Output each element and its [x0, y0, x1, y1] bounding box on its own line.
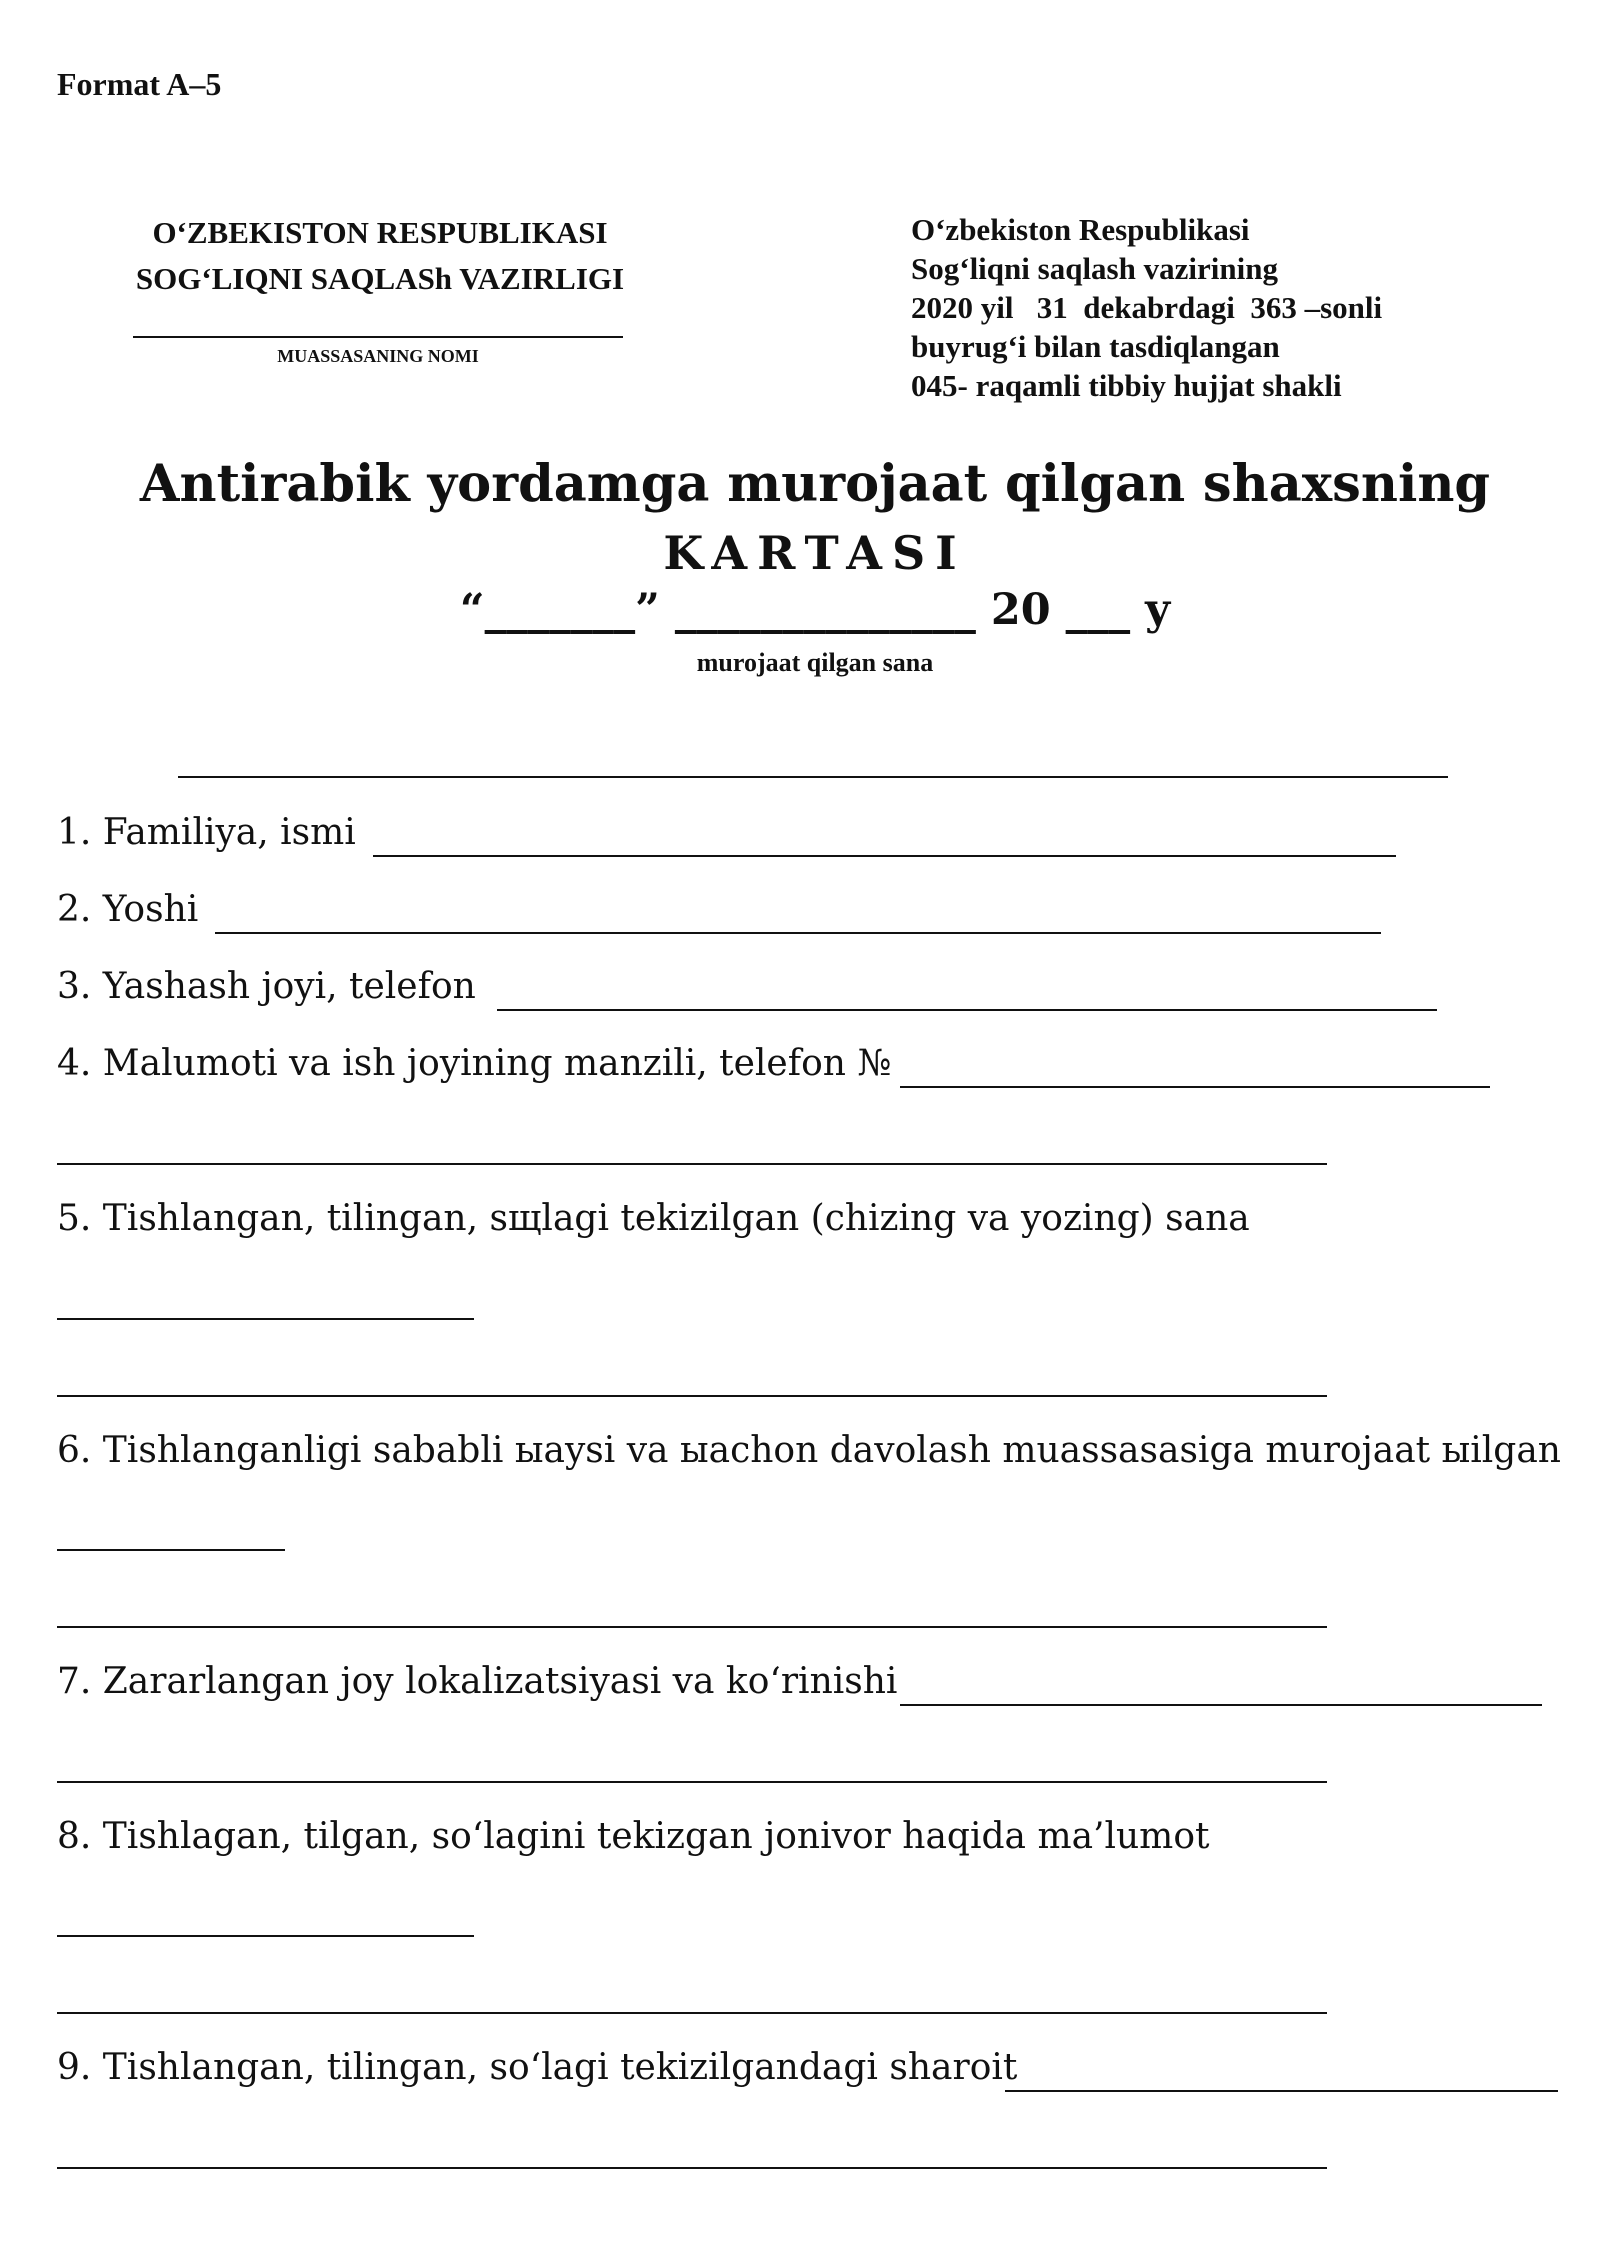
- field-label-address: 3. Yashash joyi, telefon: [57, 966, 476, 1007]
- field-input-wound-location[interactable]: [900, 1704, 1542, 1706]
- approval-line: 2020 yil 31 dekabrdagi 363 –sonli: [911, 290, 1383, 325]
- field-label-bite-date: 5. Tishlangan, tilingan, sщlagi tekizilgan (chizing va yozing) sana: [57, 1198, 1250, 1239]
- field-input-animal-info-continued[interactable]: [57, 2012, 1327, 2014]
- field-label-animal-info: 8. Tishlagan, tilgan, so‘lagini tekizgan jonivor haqida ma’lumot: [57, 1816, 1210, 1857]
- top-rule: [178, 776, 1448, 778]
- field-input-bite-date[interactable]: [57, 1318, 474, 1320]
- card-title: KARTASI: [663, 526, 967, 580]
- approval-line: buyrug‘i bilan tasdiqlangan: [911, 329, 1280, 364]
- approval-line: O‘zbekiston Respublikasi: [911, 212, 1250, 247]
- institution-caption: MUASSASANING NOMI: [277, 346, 479, 366]
- ministry-line-1: O‘ZBEKISTON RESPUBLIKASI: [152, 215, 608, 250]
- approval-line: Sog‘liqni saqlash vazirining: [911, 251, 1278, 286]
- field-label-surname: 1. Familiya, ismi: [57, 812, 356, 853]
- ministry-name: [100, 210, 660, 302]
- field-input-surname[interactable]: [373, 855, 1396, 857]
- field-input-treatment-facility[interactable]: [57, 1549, 285, 1551]
- field-input-address[interactable]: [497, 1009, 1437, 1011]
- field-input-animal-info[interactable]: [57, 1935, 474, 1937]
- document-title: Antirabik yordamga murojaat qilgan shaxsning: [139, 454, 1491, 514]
- field-input-circumstances-continued[interactable]: [57, 2167, 1327, 2169]
- field-input-workplace[interactable]: [900, 1086, 1490, 1088]
- date-line[interactable]: “_______” ______________ 20 ___ y: [459, 585, 1171, 635]
- field-input-bite-date-continued[interactable]: [57, 1395, 1327, 1397]
- field-input-workplace-continued[interactable]: [57, 1163, 1327, 1165]
- date-caption: murojaat qilgan sana: [696, 648, 934, 677]
- institution-name-field[interactable]: [133, 336, 623, 338]
- field-input-circumstances[interactable]: [1005, 2090, 1558, 2092]
- approval-line: 045- raqamli tibbiy hujjat shakli: [911, 368, 1342, 403]
- field-label-workplace: 4. Malumoti va ish joyining manzili, telefon №: [57, 1043, 892, 1084]
- field-input-wound-location-continued[interactable]: [57, 1781, 1327, 1783]
- approval-note: [911, 210, 1382, 405]
- field-input-age[interactable]: [215, 932, 1381, 934]
- field-label-wound-location: 7. Zararlangan joy lokalizatsiyasi va ko‘rinishi: [57, 1661, 898, 1702]
- field-label-treatment-facility: 6. Tishlanganligi sababli ыaysi va ыachon davolash muassasasiga murojaat ыilgan: [57, 1430, 1561, 1471]
- format-label: Format A–5: [57, 66, 222, 102]
- ministry-line-2: SOG‘LIQNI SAQLASh VAZIRLIGI: [135, 261, 625, 296]
- field-label-circumstances: 9. Tishlangan, tilingan, so‘lagi tekizilgandagi sharoit: [57, 2047, 1018, 2088]
- field-input-treatment-facility-continued[interactable]: [57, 1626, 1327, 1628]
- field-label-age: 2. Yoshi: [57, 889, 199, 930]
